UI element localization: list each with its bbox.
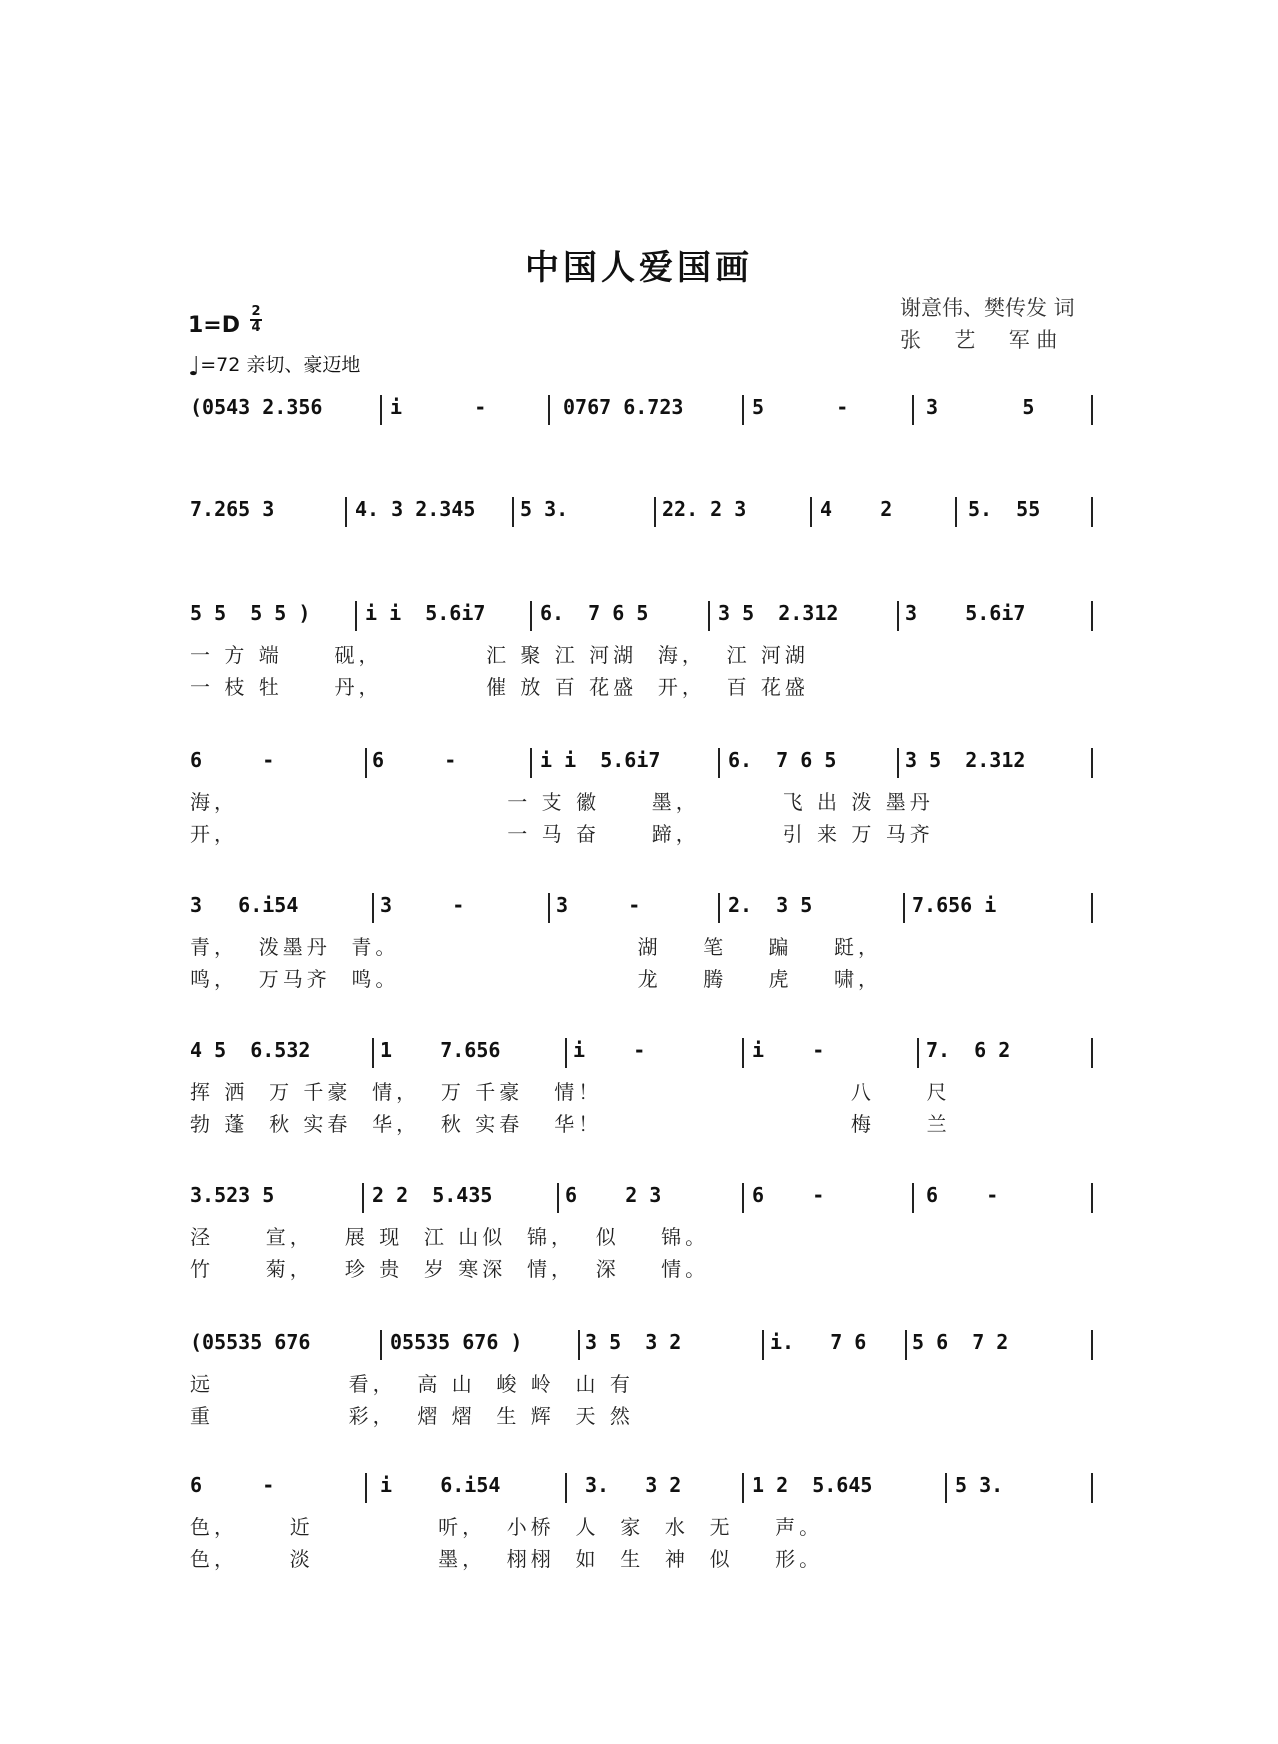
barline (1091, 1473, 1093, 1503)
barline (742, 1183, 744, 1213)
measure-notes: 5 5 5 5 ) (190, 601, 311, 625)
measure-notes: 3 5 3 2 (585, 1330, 682, 1354)
barline (917, 1038, 919, 1068)
measure-notes: 7. 6 2 (926, 1038, 1011, 1062)
barline (1091, 1330, 1093, 1360)
lyrics-line: 一 方 端 砚， 汇 聚 江 河湖 海， 江 河湖 (190, 643, 809, 667)
barline (945, 1473, 947, 1503)
measure-notes: 6 - (752, 1183, 825, 1207)
measure-notes: 4. 3 2.345 (355, 497, 476, 521)
lyrics-line: 海， 一 支 徽 墨， 飞 出 泼 墨丹 (190, 790, 934, 814)
lyrics-line: 一 枝 牡 丹， 催 放 百 花盛 开， 百 花盛 (190, 675, 809, 699)
measure-notes: 5 6 7 2 (912, 1330, 1009, 1354)
barline (912, 1183, 914, 1213)
measure-notes: 5 - (752, 395, 849, 419)
measure-notes: 7.265 3 (190, 497, 275, 521)
measure-notes: 3 - (556, 893, 641, 917)
lyrics-line: 泾 宣， 展 现 江 山似 锦， 似 锦。 (190, 1225, 710, 1249)
barline (762, 1330, 764, 1360)
barline (557, 1183, 559, 1213)
tempo-expression: 亲切、豪迈地 (246, 354, 361, 376)
measure-notes: 6 2 3 (565, 1183, 662, 1207)
measure-notes: 2. 3 5 (728, 893, 813, 917)
barline (345, 497, 347, 527)
measure-notes: 6 - (372, 748, 457, 772)
barline (654, 497, 656, 527)
notation-system (0, 601, 1278, 751)
song-title: 中国人爱国画 (525, 248, 753, 288)
measure-notes: 6 - (926, 1183, 999, 1207)
meter-denominator: 4 (251, 320, 261, 335)
notation-system (0, 1473, 1278, 1623)
tempo-value: =72 (200, 354, 241, 376)
measure-notes: 4 2 (820, 497, 893, 521)
lyrics-line: 重 彩， 熠 熠 生 辉 天 然 (190, 1404, 634, 1428)
lyrics-line: 开， 一 马 奋 蹄， 引 来 万 马齐 (190, 822, 934, 846)
barline (512, 497, 514, 527)
barline (578, 1330, 580, 1360)
lyrics-line: 勃 蓬 秋 实春 华， 秋 实春 华！ 梅 兰 (190, 1112, 951, 1136)
measure-notes: i - (390, 395, 487, 419)
barline (810, 497, 812, 527)
barline (530, 601, 532, 631)
notation-system (0, 1183, 1278, 1333)
measure-notes: i - (573, 1038, 646, 1062)
notation-system (0, 893, 1278, 1043)
barline (1091, 395, 1093, 425)
measure-notes: 4 5 6.532 (190, 1038, 311, 1062)
barline (565, 1473, 567, 1503)
key-signature: 1=D (188, 313, 241, 338)
lyricist-credit: 谢意伟、樊传发 词 (900, 296, 1075, 320)
barline (1091, 1038, 1093, 1068)
measure-notes: 1 2 5.645 (752, 1473, 873, 1497)
measure-notes: 3 - (380, 893, 465, 917)
tempo-marking (188, 350, 360, 382)
time-signature (250, 305, 262, 335)
meter-numerator: 2 (251, 304, 261, 319)
measure-notes: 3 6.i54 (190, 893, 299, 917)
measure-notes: 2 2 5.435 (372, 1183, 493, 1207)
measure-notes: 3 5 (926, 395, 1035, 419)
measure-notes: 5 3. (955, 1473, 1004, 1497)
barline (380, 1330, 382, 1360)
barline (372, 893, 374, 923)
measure-notes: 5 3. (520, 497, 569, 521)
measure-notes: 3.523 5 (190, 1183, 275, 1207)
notation-system (0, 748, 1278, 898)
measure-notes: 7.656 i (912, 893, 997, 917)
measure-notes: i 6.i54 (380, 1473, 501, 1497)
measure-notes: i i 5.6i7 (540, 748, 661, 772)
measure-notes: 3 5.6i7 (905, 601, 1026, 625)
lyrics-line: 挥 洒 万 千豪 情， 万 千豪 情！ 八 尺 (190, 1080, 951, 1104)
barline (362, 1183, 364, 1213)
measure-notes: 6. 7 6 5 (728, 748, 837, 772)
barline (897, 748, 899, 778)
lyrics-line: 鸣， 万马齐 鸣。 龙 腾 虎 啸， (190, 967, 882, 991)
barline (742, 1473, 744, 1503)
barline (365, 748, 367, 778)
lyrics-line: 色， 淡 墨， 栩栩 如 生 神 似 形。 (190, 1547, 824, 1571)
lyrics-line: 青， 泼墨丹 青。 湖 笔 蹁 跹， (190, 935, 882, 959)
barline (718, 893, 720, 923)
measure-notes: (0543 2.356 (190, 395, 323, 419)
composer-credit: 张 艺 军 曲 (900, 328, 1058, 352)
measure-notes: i. 7 6 (770, 1330, 867, 1354)
measure-notes: (05535 676 (190, 1330, 311, 1354)
barline (565, 1038, 567, 1068)
barline (548, 893, 550, 923)
barline (355, 601, 357, 631)
measure-notes: 0767 6.723 (563, 395, 684, 419)
barline (530, 748, 532, 778)
notation-system (0, 1330, 1278, 1480)
barline (903, 893, 905, 923)
measure-notes: 3. 3 2 (585, 1473, 682, 1497)
measure-notes: 1 7.656 (380, 1038, 501, 1062)
measure-notes: i - (752, 1038, 825, 1062)
barline (718, 748, 720, 778)
barline (1091, 748, 1093, 778)
lyrics-line: 色， 近 听， 小桥 人 家 水 无 声。 (190, 1515, 824, 1539)
barline (912, 395, 914, 425)
barline (1091, 1183, 1093, 1213)
barline (955, 497, 957, 527)
barline (742, 1038, 744, 1068)
barline (1091, 497, 1093, 527)
barline (372, 1038, 374, 1068)
measure-notes: 3 5 2.312 (718, 601, 839, 625)
measure-notes: i i 5.6i7 (365, 601, 486, 625)
notation-system (0, 1038, 1278, 1188)
lyrics-line: 竹 菊， 珍 贵 岁 寒深 情， 深 情。 (190, 1257, 710, 1281)
measure-notes: 05535 676 ) (390, 1330, 523, 1354)
barline (1091, 601, 1093, 631)
barline (897, 601, 899, 631)
measure-notes: 22. 2 3 (662, 497, 747, 521)
lyrics-line: 远 看， 高 山 峻 岭 山 有 (190, 1372, 634, 1396)
barline (742, 395, 744, 425)
barline (380, 395, 382, 425)
measure-notes: 5. 55 (968, 497, 1041, 521)
measure-notes: 3 5 2.312 (905, 748, 1026, 772)
measure-notes: 6. 7 6 5 (540, 601, 649, 625)
measure-notes: 6 - (190, 748, 275, 772)
barline (365, 1473, 367, 1503)
quarter-note-icon: ♩ (188, 352, 201, 382)
barline (548, 395, 550, 425)
barline (905, 1330, 907, 1360)
measure-notes: 6 - (190, 1473, 275, 1497)
barline (1091, 893, 1093, 923)
barline (708, 601, 710, 631)
